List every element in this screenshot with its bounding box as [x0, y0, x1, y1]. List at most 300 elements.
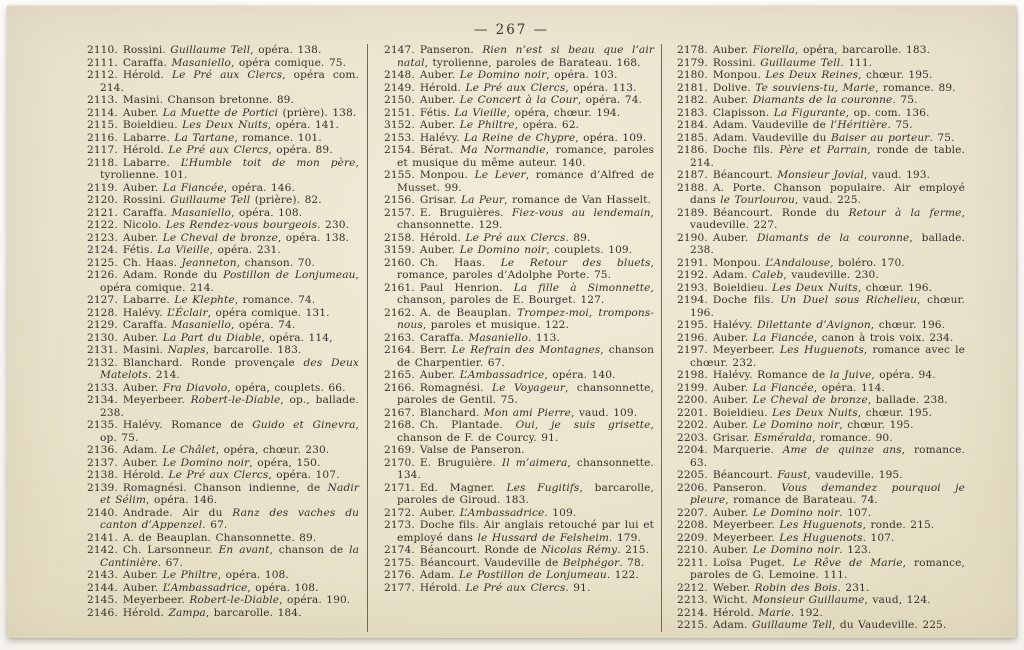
entry-number: 2201.	[677, 406, 708, 419]
entry-text: Halévy. Romance de	[122, 419, 253, 431]
catalog-entry	[677, 544, 965, 557]
entry-text: Hérold.	[419, 581, 466, 594]
entry-text: Halévy.	[712, 319, 758, 331]
entry-text: . 107.	[862, 531, 895, 544]
entry-text: Grisar.	[712, 431, 754, 444]
entry-text: Blanchard. Ronde provençale	[122, 356, 304, 369]
entry-text: Dolive.	[712, 81, 756, 94]
catalog-entry	[87, 44, 359, 57]
entry-text: Meyerbeer.	[122, 394, 191, 406]
work-title: Fiez-vous au lendemain	[511, 206, 651, 219]
entry-text: . 179.	[609, 531, 641, 544]
entry-number: 2134.	[87, 394, 118, 406]
entry-text: Auber.	[712, 94, 753, 106]
work-title: Masaniello	[171, 56, 231, 69]
catalog-entry	[677, 119, 965, 132]
entry-text: Hérold.	[419, 81, 466, 94]
work-title: Le Domino noir	[162, 456, 250, 469]
entry-text: Auber.	[122, 181, 163, 194]
catalog-entry	[384, 44, 654, 69]
entry-number: 2136.	[87, 444, 118, 456]
catalog-entry	[384, 569, 654, 582]
entry-text: Adam. Vaudeville du	[712, 131, 831, 144]
work-title: Le Pré aux Clercs	[465, 231, 566, 244]
entry-text: Auber.	[122, 569, 163, 581]
entry-text: . 91.	[565, 581, 591, 594]
work-title: Le Refrain des Montagnes	[451, 344, 601, 356]
entry-number: 2122.	[87, 219, 118, 231]
entry-text: . 67.	[157, 556, 183, 569]
entry-number: 2168.	[384, 419, 415, 431]
catalog-entry	[677, 182, 965, 207]
work-title: Le Klephte	[174, 294, 235, 306]
catalog-entry	[384, 582, 654, 595]
catalog-entry	[677, 619, 965, 632]
work-title: Les Huguenots	[779, 531, 863, 544]
catalog-entry	[677, 382, 965, 395]
catalog-entry	[384, 307, 654, 332]
work-title: la Cantinière	[100, 544, 360, 569]
work-title: La Tartane	[174, 131, 235, 144]
catalog-entry	[87, 107, 359, 120]
entry-text: , boléro. 170.	[830, 256, 905, 269]
entry-text: Monpou.	[712, 69, 766, 81]
catalog-entry	[87, 157, 359, 182]
work-title: La Fiancée	[162, 181, 224, 194]
entry-text: , vaud. 109.	[571, 406, 638, 419]
entry-text: , ballade. 238.	[867, 394, 948, 406]
entry-number: 2147.	[384, 44, 415, 56]
entry-text: Romagnési. Chanson indienne, de	[122, 481, 328, 494]
catalog-entry	[87, 344, 359, 357]
entry-number: 2169.	[384, 444, 415, 456]
catalog-entry	[87, 419, 359, 444]
catalog-entry	[677, 432, 965, 445]
catalog-entry	[384, 257, 654, 282]
work-title: Diamants de la couronne	[752, 94, 893, 106]
entry-text: Auber.	[712, 231, 757, 244]
catalog-entry	[87, 257, 359, 270]
entry-number: 2132.	[87, 356, 118, 369]
entry-text: , opéra. 140.	[544, 369, 616, 381]
entry-text: Andrade. Air du	[122, 506, 233, 519]
entry-text: . 67.	[202, 519, 228, 531]
entry-number: 2155.	[384, 169, 415, 181]
work-title: Vous demandez pourquoi je pleure	[690, 481, 965, 506]
entry-number: 2166.	[384, 381, 415, 394]
entry-text: A. Porte. Chanson populaire. Air employé dans	[690, 181, 965, 206]
entry-text: , chansonnette. 129.	[397, 206, 654, 231]
entry-text: Bérat.	[419, 144, 461, 156]
entry-number: 2138.	[87, 469, 118, 481]
entry-text: Auber.	[419, 94, 460, 106]
catalog-entry	[677, 332, 965, 345]
work-title: La Peur	[460, 194, 505, 206]
entry-text: Auber.	[712, 44, 753, 56]
entry-text: , opéra. 108.	[247, 581, 319, 594]
work-title: La Vieille	[157, 244, 210, 256]
entry-text: Valse de Panseron.	[419, 444, 525, 456]
work-title: Le Rêve de Marie	[792, 556, 903, 569]
work-title: des Deux Matelots	[100, 356, 360, 381]
entry-text: . 75.	[892, 94, 918, 106]
entry-text: Monpou.	[712, 256, 766, 269]
entry-text: Halévy.	[419, 131, 465, 144]
catalog-entry	[677, 344, 965, 369]
catalog-entry	[384, 94, 654, 107]
entry-number: 3159.	[384, 244, 415, 256]
work-title: Robert-le-Diable	[190, 394, 281, 406]
entry-text: Labarre.	[122, 156, 181, 169]
columns-container	[87, 44, 992, 632]
entry-text: , ballade. 238.	[690, 231, 965, 256]
entry-text: Béancourt. Ronde de	[419, 544, 542, 556]
entry-text: , chanson de	[269, 544, 350, 556]
entry-number: 2192.	[677, 269, 708, 281]
entry-text: Weber.	[712, 581, 755, 594]
work-title: Les Rendez-vous bourgeois	[165, 219, 318, 231]
catalog-entry	[677, 169, 965, 182]
entry-text: Auber.	[122, 381, 163, 394]
entry-text: Marquerie.	[712, 444, 783, 456]
entry-text: Meyerbeer.	[712, 344, 780, 356]
entry-text: Auber.	[122, 106, 163, 119]
entry-number: 2117.	[87, 144, 118, 156]
entry-text: Auber.	[419, 369, 460, 381]
work-title: Il m’aimera	[501, 456, 568, 469]
entry-text: Doche fils. Air anglais retouché par lui et employé dans	[397, 519, 654, 544]
catalog-entry	[677, 207, 965, 232]
entry-number: 2131.	[87, 344, 118, 356]
work-title: Ranz des vaches du canton d’Appenzel	[100, 506, 359, 531]
entry-number: 2163.	[384, 331, 415, 344]
work-title: Guillaume Tell	[170, 194, 251, 206]
entry-text: , opéra comique. 131.	[207, 306, 330, 319]
entry-text: Auber.	[122, 331, 163, 344]
entry-number: 2186.	[677, 144, 708, 156]
catalog-entry	[677, 94, 965, 107]
work-title: Le Domino noir	[752, 506, 840, 519]
work-title: l’Héritière	[830, 119, 888, 131]
work-title: Le Domino noir	[459, 69, 547, 81]
entry-number: 2149.	[384, 81, 415, 94]
work-title: Masaniello	[171, 206, 231, 219]
catalog-entry	[87, 332, 359, 345]
entry-text: , opéra. 107.	[268, 469, 340, 481]
entry-number: 2212.	[677, 581, 708, 594]
entry-text: , romance avec le chœur. 232.	[690, 344, 965, 369]
entry-text: Ed. Magner.	[419, 481, 507, 494]
catalog-entry	[384, 119, 654, 132]
entry-text: Auber.	[419, 506, 460, 519]
work-title: Le Pré aux Clercs	[465, 581, 566, 594]
entry-number: 2137.	[87, 456, 118, 469]
entry-text: , opéra. 74.	[577, 94, 643, 106]
entry-text: , opéra, barcarolle. 183.	[795, 44, 931, 56]
entry-number: 2160.	[384, 256, 415, 269]
entry-text: Adam.	[712, 619, 752, 631]
catalog-entry	[87, 607, 359, 620]
catalog-entry	[677, 107, 965, 120]
entry-text: . 89.	[565, 231, 591, 244]
entry-number: 2128.	[87, 306, 118, 319]
entry-text: , vaudeville. 195.	[807, 469, 903, 481]
catalog-entry	[87, 119, 359, 132]
entry-text: , chanson, paroles de E. Bourget. 127.	[397, 281, 654, 306]
catalog-entry	[87, 594, 359, 607]
catalog-entry	[384, 382, 654, 407]
catalog-entry	[87, 269, 359, 294]
entry-text: , romance. 89.	[875, 81, 956, 94]
catalog-entry	[677, 282, 965, 295]
entry-text: , ronde. 215.	[862, 519, 935, 531]
entry-text: Adam.	[122, 444, 162, 456]
work-title: Diamants de la couronne	[756, 231, 910, 244]
book-page	[7, 6, 1016, 638]
entry-text: , op. 75.	[100, 419, 359, 444]
entry-text: , opéra, chœur. 230.	[215, 444, 330, 456]
catalog-entry	[87, 394, 359, 419]
entry-number: 3152.	[384, 119, 415, 131]
work-title: Père et Parrain	[779, 144, 868, 156]
entry-number: 2153.	[384, 131, 415, 144]
work-title: Jeanneton	[181, 256, 237, 269]
entry-text: , chœur. 196.	[857, 281, 933, 294]
work-title: Postillon de Lonjumeau	[223, 269, 356, 281]
catalog-entry	[87, 482, 359, 507]
entry-text: Rossini.	[122, 44, 171, 56]
entry-text: , chœur. 196.	[870, 319, 946, 331]
entry-text: , romance d’Alfred de Musset. 99.	[397, 169, 654, 194]
work-title: Guillaume Tell	[170, 44, 251, 56]
work-title: Le Cheval de bronze	[752, 394, 868, 406]
work-title: Les Deux Nuits	[182, 119, 268, 131]
catalog-entry	[87, 132, 359, 145]
catalog-entry	[384, 232, 654, 245]
entry-text: , opéra comique. 214.	[100, 269, 359, 294]
entry-text: , romance. 90.	[812, 431, 893, 444]
catalog-entry	[384, 557, 654, 570]
catalog-entry	[677, 469, 965, 482]
catalog-entry	[677, 419, 965, 432]
entry-number: 2205.	[677, 469, 708, 481]
entry-text: Fétis.	[419, 106, 455, 119]
entry-text: . 122.	[606, 569, 639, 581]
entry-text: , chanson. 70.	[236, 256, 315, 269]
entry-number: 2180.	[677, 69, 708, 81]
catalog-entry	[87, 69, 359, 94]
entry-text: (prière). 138.	[278, 106, 357, 119]
entry-text: , vaud. 193.	[863, 169, 931, 181]
catalog-entry	[384, 507, 654, 520]
entry-number: 2142.	[87, 544, 118, 556]
entry-text: , barcarolle. 184.	[205, 606, 302, 619]
entry-text: . 214.	[147, 369, 180, 381]
work-title: Le Châlet	[161, 444, 216, 456]
entry-text: , chœur. 196.	[690, 294, 966, 319]
entry-text: Fétis.	[122, 244, 158, 256]
entry-text: Meyerbeer.	[712, 519, 780, 531]
entry-text: Hérold.	[419, 231, 466, 244]
entry-text: , barcarolle. 183.	[205, 344, 302, 356]
entry-text: , opéra. 138.	[250, 44, 322, 56]
entry-text: Béancourt. Vaudeville de	[419, 556, 563, 569]
entry-text: , vaud. 225.	[794, 194, 862, 206]
entry-number: 2113.	[87, 94, 118, 106]
entry-number: 2144.	[87, 581, 118, 594]
entry-number: 2196.	[677, 331, 708, 344]
work-title: Le Domino noir	[752, 419, 840, 431]
entry-number: 2191.	[677, 256, 708, 269]
work-title: le Hussard de Felsheim	[477, 531, 610, 544]
entry-text: , opéra, 150.	[249, 456, 321, 469]
catalog-column-2	[367, 44, 661, 632]
work-title: Belphégor	[562, 556, 620, 569]
catalog-entry	[87, 532, 359, 545]
entry-text: Auber.	[712, 506, 753, 519]
entry-text: , chœur. 195.	[839, 419, 914, 431]
entry-text: , vaudeville. 230.	[783, 269, 879, 281]
entry-text: Hérold.	[712, 606, 759, 619]
entry-number: 2129.	[87, 319, 118, 331]
entry-text: Meyerbeer.	[712, 531, 780, 544]
work-title: Le Domino noir	[459, 244, 547, 256]
work-title: Zampa	[168, 606, 206, 619]
entry-text: Panseron.	[419, 44, 483, 56]
work-title: Robin des Bois	[754, 581, 838, 594]
work-title: Le Voyageur	[492, 381, 566, 394]
work-title: Monsieur Guillaume	[752, 594, 865, 606]
work-title: Nicolas Rémy	[541, 544, 618, 556]
entry-number: 2146.	[87, 606, 118, 619]
catalog-entry	[677, 232, 965, 257]
work-title: Trompez-moi, trompons-nous	[397, 306, 654, 331]
catalog-entry	[87, 244, 359, 257]
entry-text: . 75.	[887, 119, 913, 131]
entry-text: . 111.	[840, 56, 873, 69]
catalog-entry	[677, 144, 965, 169]
entry-text: Nicolo.	[122, 219, 166, 231]
entry-number: 2150.	[384, 94, 415, 106]
work-title: La Fiancée	[752, 381, 814, 394]
entry-text: Béancourt.	[712, 169, 778, 181]
entry-number: 2121.	[87, 206, 118, 219]
entry-text: Doche fils.	[712, 144, 780, 156]
entry-text: E. Bruguière.	[419, 456, 502, 469]
entry-number: 2175.	[384, 556, 415, 569]
entry-number: 2125.	[87, 256, 118, 269]
entry-text: Auber.	[122, 456, 163, 469]
work-title: Les Deux Reines	[765, 69, 859, 81]
work-title: Masaniello	[468, 331, 528, 344]
entry-text: , vaudeville. 227.	[690, 206, 965, 231]
entry-number: 2209.	[677, 531, 708, 544]
work-title: Le Cheval de bronze	[162, 231, 278, 244]
catalog-entry	[87, 469, 359, 482]
entry-text: , opéra. 62.	[514, 119, 580, 131]
work-title: Le Postillon de Lonjumeau	[458, 569, 607, 581]
entry-text: Halévy.	[122, 306, 168, 319]
entry-text: Auber.	[419, 244, 460, 256]
catalog-entry	[677, 519, 965, 532]
work-title: Marie	[758, 606, 791, 619]
entry-number: 2154.	[384, 144, 415, 156]
entry-text: , ronde de table. 214.	[690, 144, 965, 169]
entry-text: , barcarolle, paroles de Giroud. 183.	[397, 481, 655, 506]
entry-number: 2116.	[87, 131, 118, 144]
catalog-entry	[677, 82, 965, 95]
entry-text: , romance. 63.	[690, 444, 965, 469]
entry-number: 2173.	[384, 519, 415, 531]
catalog-entry	[384, 344, 654, 369]
entry-number: 2165.	[384, 369, 415, 381]
entry-text: Labarre.	[122, 294, 175, 306]
entry-text: Hérold.	[122, 469, 169, 481]
catalog-entry	[87, 232, 359, 245]
catalog-entry	[87, 57, 359, 70]
entry-text: (prière). 82.	[250, 194, 322, 206]
catalog-entry	[677, 482, 965, 507]
entry-text: Hérold.	[122, 144, 169, 156]
catalog-entry	[677, 57, 965, 70]
catalog-entry	[384, 544, 654, 557]
catalog-entry	[677, 582, 965, 595]
entry-number: 2177.	[384, 581, 415, 594]
catalog-entry	[87, 182, 359, 195]
entry-text: . 109.	[544, 506, 577, 519]
entry-text: Ch. Haas.	[419, 256, 501, 269]
entry-text: Adam. Ronde du	[122, 269, 224, 281]
catalog-entry	[87, 457, 359, 470]
entry-number: 2207.	[677, 506, 708, 519]
catalog-entry	[87, 144, 359, 157]
work-title: Monsieur Jovial	[777, 169, 864, 181]
entry-text: Boieldieu.	[122, 119, 183, 131]
entry-number: 2140.	[87, 506, 118, 519]
catalog-entry	[384, 519, 654, 544]
entry-text: Auber.	[712, 419, 753, 431]
work-title: Le Pré aux Clercs	[168, 144, 269, 156]
entry-number: 2210.	[677, 544, 708, 556]
entry-text: , op. com. 136.	[845, 106, 930, 119]
entry-text: Adam.	[419, 569, 459, 581]
catalog-entry	[677, 294, 965, 319]
entry-number: 2214.	[677, 606, 708, 619]
catalog-entry	[87, 207, 359, 220]
catalog-entry	[384, 482, 654, 507]
entry-text: . 107.	[839, 506, 872, 519]
entry-text: , romance, paroles de G. Lemoine. 111.	[690, 556, 965, 581]
entry-text: , romance de Barateau. 74.	[725, 494, 878, 506]
entry-text: , chœur. 195.	[858, 69, 933, 81]
entry-number: 2176.	[384, 569, 415, 581]
entry-text: Caraffa.	[419, 331, 469, 344]
work-title: L’Andalouse	[765, 256, 831, 269]
entry-number: 2167.	[384, 406, 415, 419]
work-title: Mon ami Pierre	[483, 406, 572, 419]
entry-number: 2188.	[677, 181, 708, 194]
work-title: Nadir et Sélim	[100, 481, 359, 506]
entry-text: . 215.	[617, 544, 650, 556]
entry-text: Auber.	[712, 381, 753, 394]
work-title: L’Éclair	[167, 306, 208, 319]
entry-text: , opéra. 113.	[565, 81, 637, 94]
page-number: — 267 —	[473, 22, 550, 38]
work-title: Retour à la ferme	[848, 206, 962, 219]
entry-text: , opéra. 146.	[223, 181, 295, 194]
work-title: Rien n’est si beau que l’air natal	[397, 44, 654, 69]
work-title: La Reine de Chypre	[464, 131, 576, 144]
